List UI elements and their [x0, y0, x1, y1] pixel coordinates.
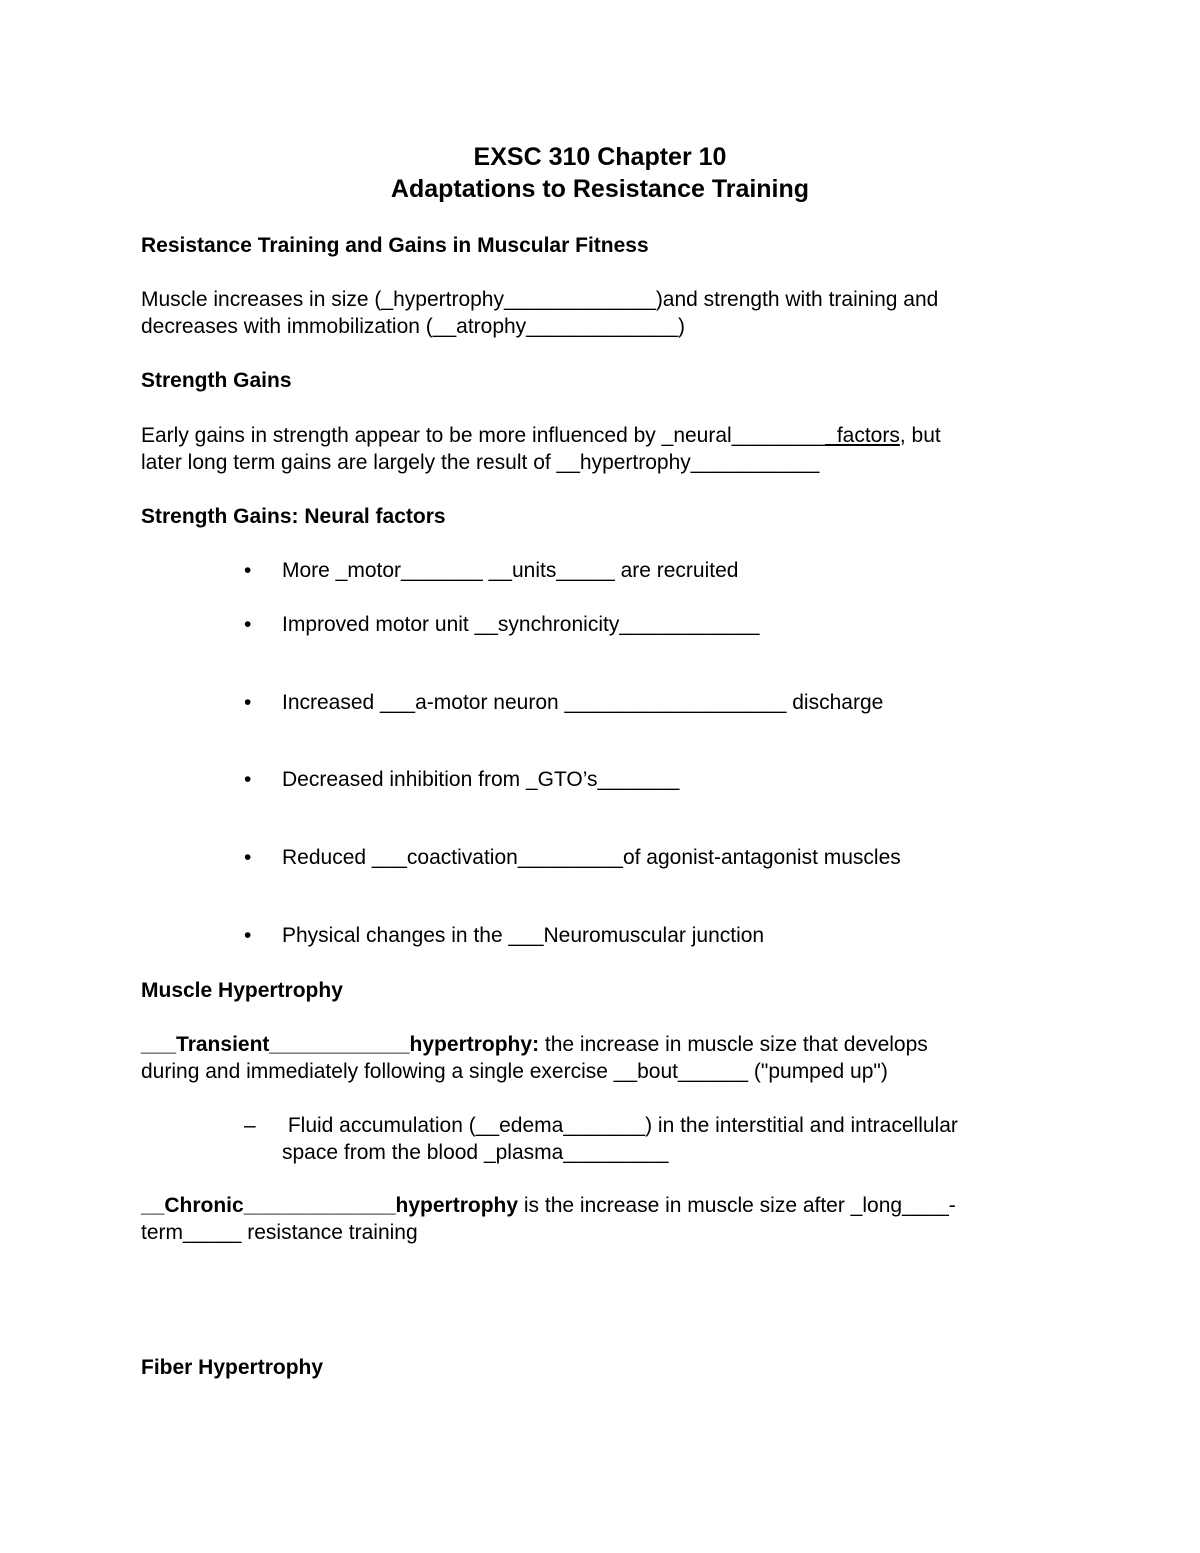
heading-resistance-training: Resistance Training and Gains in Muscular Fitness	[141, 234, 649, 257]
paragraph-line	[141, 1192, 1061, 1219]
bullet-icon: •	[244, 768, 252, 791]
heading-strength-gains: Strength Gains	[141, 369, 292, 392]
paragraph-line: term_____ resistance training	[141, 1221, 418, 1244]
list-item-text: Increased ___a-motor neuron ___________________ discharge	[282, 691, 884, 714]
bold-term: ___Transient____________hypertrophy:	[141, 1033, 540, 1056]
bullet-icon: •	[244, 846, 252, 869]
list-item-text: Decreased inhibition from _GTO’s_______	[282, 768, 680, 791]
title-line-1: EXSC 310 Chapter 10	[473, 143, 727, 171]
heading-neural-factors: Strength Gains: Neural factors	[141, 505, 446, 528]
paragraph-line: during and immediately following a single exercise __bout______ ("pumped up")	[141, 1060, 888, 1083]
bullet-icon: •	[244, 924, 252, 947]
bullet-icon: •	[244, 559, 252, 582]
dash-icon: –	[244, 1114, 256, 1137]
document-title	[0, 141, 1200, 173]
heading-muscle-hypertrophy: Muscle Hypertrophy	[141, 979, 343, 1002]
text-segment: Early gains in strength appear to be more influenced by _neural________	[141, 424, 826, 447]
text-segment: , but	[899, 424, 941, 447]
paragraph-line	[141, 422, 1061, 449]
document-subtitle	[0, 173, 1200, 205]
paragraph-chronic-hypertrophy	[141, 1192, 1061, 1246]
bullet-icon: •	[244, 691, 252, 714]
paragraph-line: Fluid accumulation (__edema_______) in the interstitial and intracellular	[282, 1114, 958, 1137]
title-line-2: Adaptations to Resistance Training	[390, 175, 810, 203]
paragraph-line	[141, 1031, 1061, 1058]
bullet-icon: •	[244, 613, 252, 636]
bold-term: __Chronic_____________hypertrophy	[141, 1194, 519, 1217]
underlined-term: _factors	[825, 424, 900, 447]
text-segment: the increase in muscle size that develops	[539, 1033, 928, 1056]
list-item-text: Physical changes in the ___Neuromuscular junction	[282, 924, 765, 947]
paragraph-strength-gains	[141, 422, 1061, 476]
paragraph-line: space from the blood _plasma_________	[282, 1141, 669, 1164]
list-item-text: Improved motor unit __synchronicity____________	[282, 613, 760, 636]
paragraph-line: decreases with immobilization (__atrophy_____________)	[141, 315, 686, 338]
paragraph-muscle-size	[141, 286, 1061, 340]
paragraph-line: Muscle increases in size (_hypertrophy_____________)and strength with training and	[141, 288, 939, 311]
list-item-text: Reduced ___coactivation_________of agonist-antagonist muscles	[282, 846, 901, 869]
heading-fiber-hypertrophy: Fiber Hypertrophy	[141, 1356, 324, 1379]
list-item-text: More _motor_______ __units_____ are recruited	[282, 559, 739, 582]
paragraph-transient-hypertrophy	[141, 1031, 1061, 1085]
paragraph-line: later long term gains are largely the result of __hypertrophy___________	[141, 451, 820, 474]
text-segment: is the increase in muscle size after _long____-	[518, 1194, 956, 1217]
sub-list-item-text	[282, 1112, 1062, 1166]
